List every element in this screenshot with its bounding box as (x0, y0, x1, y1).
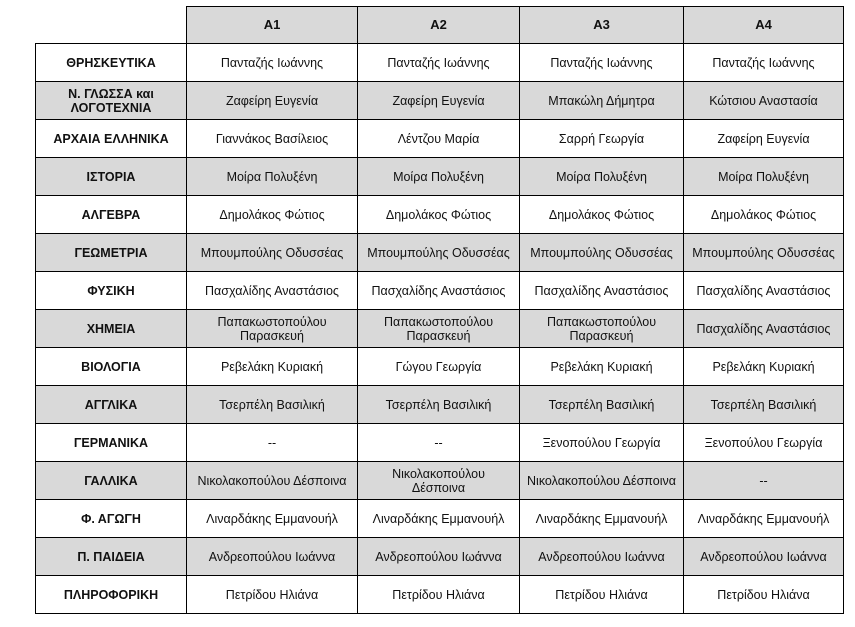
teacher-cell: Μπακώλη Δήμητρα (520, 82, 684, 120)
teacher-cell: Πετρίδου Ηλιάνα (358, 576, 520, 614)
teacher-cell: Πανταζής Ιωάννης (520, 44, 684, 82)
teacher-line: Παρασκευή (240, 328, 304, 343)
teacher-cell: Λέντζου Μαρία (358, 120, 520, 158)
column-header: A2 (358, 7, 520, 44)
teacher-cell: Νικολακοπούλου Δέσποινα (520, 462, 684, 500)
teacher-cell: Ρεβελάκη Κυριακή (520, 348, 684, 386)
teacher-cell: -- (187, 424, 358, 462)
subject-cell: ΓΕΩΜΕΤΡΙΑ (36, 234, 187, 272)
teacher-cell (520, 310, 684, 348)
table-row (36, 462, 844, 500)
teacher-line: Παπακωστοπούλου (217, 314, 327, 329)
subject-cell: ΓΕΡΜΑΝΙΚΑ (36, 424, 187, 462)
teacher-cell: Πετρίδου Ηλιάνα (684, 576, 844, 614)
table-row (36, 576, 844, 614)
teacher-cell: Ανδρεοπούλου Ιωάννα (358, 538, 520, 576)
subject-cell: ΑΓΓΛΙΚΑ (36, 386, 187, 424)
subject-line: ΛΟΓΟΤΕΧΝΙΑ (70, 100, 152, 115)
teacher-cell: Ανδρεοπούλου Ιωάννα (684, 538, 844, 576)
subject-cell: Π. ΠΑΙΔΕΙΑ (36, 538, 187, 576)
subject-cell: ΑΡΧΑΙΑ ΕΛΛΗΝΙΚΑ (36, 120, 187, 158)
teacher-cell: Πετρίδου Ηλιάνα (520, 576, 684, 614)
teacher-cell: Πανταζής Ιωάννης (358, 44, 520, 82)
teacher-assignment-table (35, 6, 844, 614)
table-row (36, 234, 844, 272)
teacher-cell: Ανδρεοπούλου Ιωάννα (520, 538, 684, 576)
teacher-cell: Λιναρδάκης Εμμανουήλ (684, 500, 844, 538)
subject-cell: ΒΙΟΛΟΓΙΑ (36, 348, 187, 386)
table-row (36, 348, 844, 386)
teacher-cell: Δημολάκος Φώτιος (520, 196, 684, 234)
teacher-cell: Μοίρα Πολυξένη (520, 158, 684, 196)
teacher-cell: Ρεβελάκη Κυριακή (187, 348, 358, 386)
table-row (36, 500, 844, 538)
teacher-cell: Ανδρεοπούλου Ιωάννα (187, 538, 358, 576)
teacher-cell: Γιαννάκος Βασίλειος (187, 120, 358, 158)
teacher-cell: Τσερπέλη Βασιλική (358, 386, 520, 424)
subject-cell: ΘΡΗΣΚΕΥΤΙΚΑ (36, 44, 187, 82)
teacher-cell: Πετρίδου Ηλιάνα (187, 576, 358, 614)
table-row (36, 82, 844, 120)
teacher-cell: Λιναρδάκης Εμμανουήλ (187, 500, 358, 538)
table-row (36, 310, 844, 348)
teacher-cell: Ξενοπούλου Γεωργία (684, 424, 844, 462)
teacher-cell: Ξενοπούλου Γεωργία (520, 424, 684, 462)
teacher-line: Παρασκευή (569, 328, 634, 343)
teacher-line: Παπακωστοπούλου (546, 314, 657, 329)
teacher-cell: Ζαφείρη Ευγενία (187, 82, 358, 120)
teacher-line: Παρασκευή (406, 328, 471, 343)
subject-cell (36, 82, 187, 120)
subject-cell: ΓΑΛΛΙΚΑ (36, 462, 187, 500)
table-row (36, 44, 844, 82)
table-row (36, 386, 844, 424)
subject-cell: ΠΛΗΡΟΦΟΡΙΚΗ (36, 576, 187, 614)
column-header: A3 (520, 7, 684, 44)
teacher-cell: Ζαφείρη Ευγενία (358, 82, 520, 120)
teacher-cell: Πασχαλίδης Αναστάσιος (520, 272, 684, 310)
teacher-cell: Δημολάκος Φώτιος (358, 196, 520, 234)
table-row (36, 196, 844, 234)
table-row (36, 272, 844, 310)
teacher-cell: Λιναρδάκης Εμμανουήλ (358, 500, 520, 538)
teacher-cell: Μοίρα Πολυξένη (187, 158, 358, 196)
teacher-cell: Κώτσιου Αναστασία (684, 82, 844, 120)
teacher-cell: Πασχαλίδης Αναστάσιος (684, 272, 844, 310)
table-row (36, 120, 844, 158)
teacher-cell: -- (358, 424, 520, 462)
teacher-cell: Μπουμπούλης Οδυσσέας (187, 234, 358, 272)
teacher-cell: Μοίρα Πολυξένη (358, 158, 520, 196)
teacher-cell: Πασχαλίδης Αναστάσιος (187, 272, 358, 310)
teacher-cell: Δημολάκος Φώτιος (684, 196, 844, 234)
header-row (36, 7, 844, 44)
teacher-cell: Ρεβελάκη Κυριακή (684, 348, 844, 386)
teacher-cell: Δημολάκος Φώτιος (187, 196, 358, 234)
teacher-cell (187, 310, 358, 348)
teacher-cell: Λιναρδάκης Εμμανουήλ (520, 500, 684, 538)
corner-cell (36, 7, 187, 44)
teacher-cell: Πανταζής Ιωάννης (684, 44, 844, 82)
teacher-cell: Νικολακοπούλου Δέσποινα (187, 462, 358, 500)
teacher-cell (358, 462, 520, 500)
teacher-cell: -- (684, 462, 844, 500)
column-header: A4 (684, 7, 844, 44)
teacher-line: Παπακωστοπούλου (383, 314, 494, 329)
teacher-cell: Τσερπέλη Βασιλική (684, 386, 844, 424)
teacher-cell: Μπουμπούλης Οδυσσέας (520, 234, 684, 272)
teacher-cell: Μοίρα Πολυξένη (684, 158, 844, 196)
teacher-cell: Πασχαλίδης Αναστάσιος (684, 310, 844, 348)
subject-cell: ΙΣΤΟΡΙΑ (36, 158, 187, 196)
subject-cell: ΧΗΜΕΙΑ (36, 310, 187, 348)
teacher-cell: Τσερπέλη Βασιλική (520, 386, 684, 424)
teacher-cell: Ζαφείρη Ευγενία (684, 120, 844, 158)
teacher-cell (358, 310, 520, 348)
subject-cell: ΦΥΣΙΚΗ (36, 272, 187, 310)
teacher-cell: Μπουμπούλης Οδυσσέας (358, 234, 520, 272)
teacher-cell: Μπουμπούλης Οδυσσέας (684, 234, 844, 272)
teacher-cell: Τσερπέλη Βασιλική (187, 386, 358, 424)
subject-cell: Φ. ΑΓΩΓΗ (36, 500, 187, 538)
teacher-cell: Πανταζής Ιωάννης (187, 44, 358, 82)
teacher-line: Δέσποινα (411, 480, 466, 495)
column-header: A1 (187, 7, 358, 44)
table-row (36, 424, 844, 462)
subject-line: Ν. ΓΛΩΣΣΑ και (68, 86, 154, 101)
teacher-cell: Γώγου Γεωργία (358, 348, 520, 386)
table-row (36, 158, 844, 196)
teacher-line: Νικολακοπούλου (392, 466, 485, 481)
subject-cell: ΑΛΓΕΒΡΑ (36, 196, 187, 234)
teacher-cell: Πασχαλίδης Αναστάσιος (358, 272, 520, 310)
table-row (36, 538, 844, 576)
teacher-cell: Σαρρή Γεωργία (520, 120, 684, 158)
